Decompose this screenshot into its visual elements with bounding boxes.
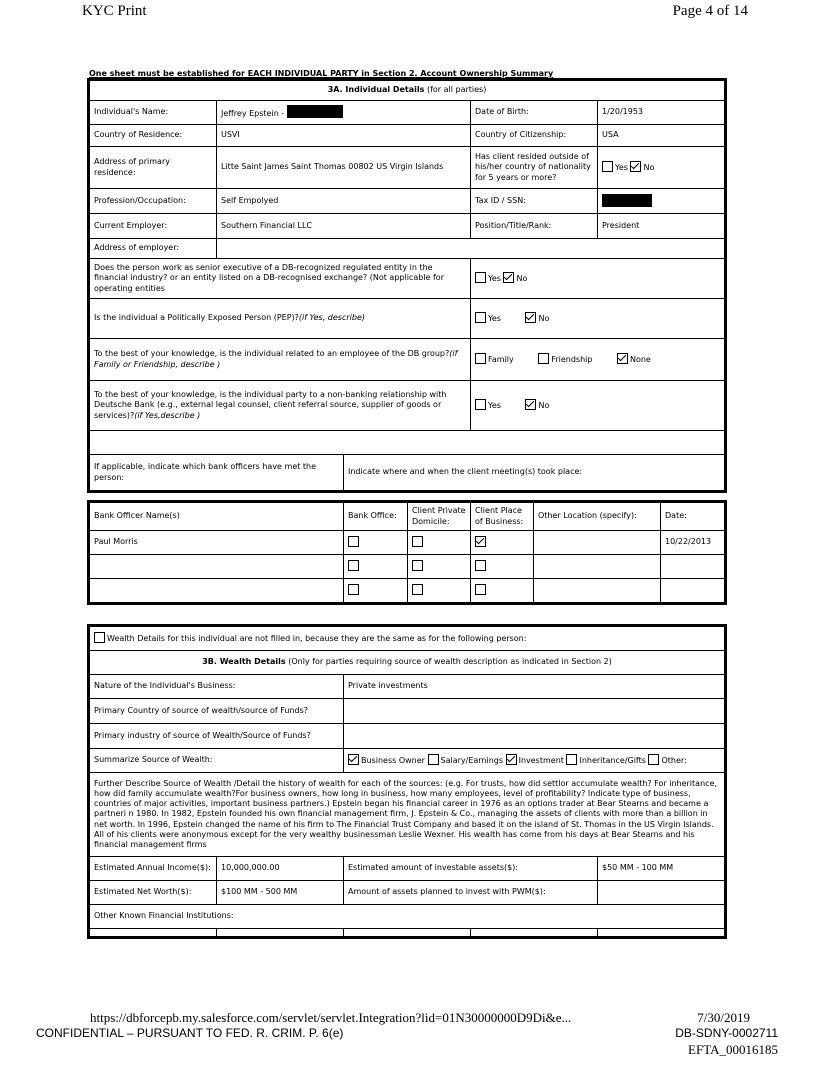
employer-address-value	[217, 239, 725, 259]
wealth-country-label: Primary Country of source of wealth/source of Funds?	[90, 699, 344, 724]
footer-url: https://dbforcepb.my.salesforce.com/servlet/servlet.Integration?lid=01N30000000D9Di&e...	[90, 1010, 572, 1025]
taxid-label: Tax ID / SSN:	[471, 189, 598, 214]
citizenship-label: Country of Citizenship:	[471, 125, 598, 147]
business-checkbox[interactable]	[475, 536, 486, 547]
salary-checkbox[interactable]	[428, 754, 439, 765]
pep-answer	[471, 299, 725, 339]
yes-label: Yes	[615, 163, 628, 173]
other-cell	[534, 579, 661, 603]
resided-question: Has client resided outside of his/her country of nationality for 5 years or more?	[471, 147, 598, 189]
pep-note: (if Yes, describe)	[298, 313, 365, 323]
related-text: To the best of your knowledge, is the individual related to an employee of the DB group?	[94, 349, 450, 359]
footer-date: 7/30/2019	[697, 1010, 750, 1025]
pep-text: Is the individual a Politically Exposed Person (PEP)?	[94, 313, 299, 323]
senior-exec-answer	[471, 259, 725, 299]
wealth-country-value	[344, 699, 725, 724]
wealth-description: Further Describe Source of Wealth /Detail the history of wealth for each of the sources: (e.g. For trusts, how did settlor accumulate wealth? For inheritance, how did family accumulate wealth?For business owners, how long in business, how many employees, level of profitability? Indicate type of business, countries of major activities, important business partners.) Epstein began his financial career in 1976 as an options trader at Bear Stearns and became a partneri n 1980. In 1982, Epstein founded his own financial management firm, J. Epstein & Co., managing the assets of clients with more than a billion in net worth. In 1996, Epstein changed the name of his firm to The Financial Trust Company and based it on the island of St. Thomas in the US Virgin Islands. All of his clients were anonymous except for the very wealthy businessman Leslie Wexner. His wealth has come from his days at Bear Stearns and his financial management firms	[90, 773, 725, 857]
business-label: Nature of the Individual's Business:	[90, 675, 344, 699]
individual-details-table	[89, 80, 725, 491]
other-cell	[534, 531, 661, 555]
section-3a-title: 3A. Individual Details	[327, 85, 425, 95]
col-officer: Bank Officer Name(s)	[90, 503, 344, 531]
address-value: Litte Saint James Saint Thomas 00802 US Virgin Islands	[217, 147, 471, 189]
office-checkbox[interactable]	[348, 584, 359, 595]
print-title: KYC Print	[82, 3, 147, 19]
nonbank-answer	[471, 381, 725, 431]
office-checkbox[interactable]	[348, 536, 359, 547]
summary-options	[344, 749, 725, 773]
family-label: Family	[488, 355, 514, 365]
section-3b-header	[90, 651, 725, 675]
resided-yes-checkbox[interactable]	[602, 161, 613, 172]
pep-no-checkbox[interactable]	[525, 312, 536, 323]
bates-number: DB-SDNY-0002711	[675, 1026, 778, 1040]
none-label: None	[629, 355, 651, 365]
business-checkbox[interactable]	[475, 584, 486, 595]
table-row	[90, 555, 725, 579]
cut-cell	[344, 929, 471, 937]
office-cell	[344, 579, 408, 603]
col-other: Other Location (specify):	[534, 503, 661, 531]
address-label: Address of primary residence:	[90, 147, 217, 189]
nonbank-note: (if Yes,describe )	[134, 410, 201, 420]
profession-value: Self Empolyed	[217, 189, 471, 214]
office-cell	[344, 531, 408, 555]
senior-yes-checkbox[interactable]	[475, 272, 486, 283]
cut-cell	[598, 929, 725, 937]
wealth-same-row	[90, 627, 725, 651]
domicile-cell	[408, 531, 471, 555]
other-checkbox[interactable]	[648, 754, 659, 765]
residence-label: Country of Residence:	[90, 125, 217, 147]
resided-answer	[598, 147, 725, 189]
wealth-industry-label: Primary industry of source of Wealth/Source of Funds?	[90, 724, 344, 749]
domicile-cell	[408, 555, 471, 579]
nonbank-no-checkbox[interactable]	[525, 399, 536, 410]
section-3b-title: 3B. Wealth Details	[202, 657, 286, 667]
page-number: Page 4 of 14	[672, 3, 748, 19]
dob-label: Date of Birth:	[471, 101, 598, 125]
meeting-table	[89, 502, 725, 603]
spacer-row	[90, 431, 725, 455]
employer-value: Southern Financial LLC	[217, 214, 471, 239]
family-checkbox[interactable]	[475, 353, 486, 364]
other-cell	[534, 555, 661, 579]
wealth-same-text: Wealth Details for this individual are not filled in, because they are the same as for the following person:	[107, 634, 527, 644]
profession-label: Profession/Occupation:	[90, 189, 217, 214]
pep-yes-checkbox[interactable]	[475, 312, 486, 323]
office-checkbox[interactable]	[348, 560, 359, 571]
section-3b-subtitle: (Only for parties requiring source of wealth description as indicated in Section 2)	[288, 657, 612, 667]
citizenship-value: USA	[598, 125, 725, 147]
business-owner-label: Business Owner	[361, 756, 425, 766]
employer-label: Current Employer:	[90, 214, 217, 239]
income-value: 10,000,000.00	[217, 857, 344, 881]
section-3a-subtitle: (for all parties)	[426, 85, 487, 95]
senior-exec-question: Does the person work as senior executive of a DB-recognized regulated entity in the financial industry? or an entity listed on a DB-recognised exchange? (Not applicable for operating entities	[90, 259, 471, 299]
col-business: Client Place of Business:	[471, 503, 534, 531]
col-office: Bank Office:	[344, 503, 408, 531]
officer-name	[90, 555, 344, 579]
business-value: Private investments	[344, 675, 725, 699]
business-cell	[471, 531, 534, 555]
yes-label: Yes	[488, 314, 501, 324]
form-notice: One sheet must be established for EACH INDIVIDUAL PARTY in Section 2. Account Ownership Summary	[89, 69, 554, 78]
resided-no-checkbox[interactable]	[630, 161, 641, 172]
taxid-value	[598, 189, 725, 214]
other-fi-label: Other Known Financial Institutions:	[90, 905, 725, 929]
no-label: No	[538, 314, 550, 324]
office-cell	[344, 555, 408, 579]
officer-name: Paul Morris	[90, 531, 344, 555]
residence-value: USVI	[217, 125, 471, 147]
related-question	[90, 339, 471, 381]
officers-question: If applicable, indicate which bank officers have met the person:	[90, 455, 344, 491]
cut-cell	[217, 929, 344, 937]
investable-value: $50 MM - 100 MM	[598, 857, 725, 881]
name-text: Jeffrey Epstein -	[221, 109, 285, 119]
business-checkbox[interactable]	[475, 560, 486, 571]
none-checkbox[interactable]	[617, 353, 628, 364]
investment-label: Investment	[518, 756, 564, 766]
summary-label: Summarize Source of Wealth:	[90, 749, 344, 773]
confidential-notice: CONFIDENTIAL – PURSUANT TO FED. R. CRIM. P. 6(e)	[36, 1026, 344, 1040]
investment-checkbox[interactable]	[506, 754, 517, 765]
wealth-same-checkbox[interactable]	[94, 632, 105, 643]
name-label: Individual's Name:	[90, 101, 217, 125]
pwm-label: Amount of assets planned to invest with PWM($):	[344, 881, 598, 905]
cut-cell	[90, 929, 217, 937]
no-label: No	[516, 274, 528, 284]
table-row	[90, 579, 725, 603]
meeting-question: Indicate where and when the client meeting(s) took place:	[344, 455, 725, 491]
print-header	[82, 0, 748, 26]
name-value	[217, 101, 471, 125]
nonbank-yes-checkbox[interactable]	[475, 399, 486, 410]
yes-label: Yes	[488, 401, 501, 411]
wealth-details-table	[89, 626, 725, 937]
other-label: Other:	[661, 756, 687, 766]
inheritance-checkbox[interactable]	[566, 754, 577, 765]
income-label: Estimated Annual Income($):	[90, 857, 217, 881]
nonbank-question	[90, 381, 471, 431]
investable-label: Estimated amount of investable assets($):	[344, 857, 598, 881]
domicile-checkbox[interactable]	[412, 536, 423, 547]
position-label: Position/Title/Rank:	[471, 214, 598, 239]
yes-label: Yes	[488, 274, 501, 284]
inheritance-label: Inheritance/Gifts	[579, 756, 646, 766]
friendship-label: Friendship	[551, 355, 593, 365]
pep-question	[90, 299, 471, 339]
friendship-checkbox[interactable]	[538, 353, 549, 364]
table-row	[90, 531, 725, 555]
related-answer	[471, 339, 725, 381]
senior-no-checkbox[interactable]	[503, 272, 514, 283]
cut-cell	[471, 929, 598, 937]
business-owner-checkbox[interactable]	[348, 754, 359, 765]
dob-value: 1/20/1953	[598, 101, 725, 125]
networth-value: $100 MM - 500 MM	[217, 881, 344, 905]
col-domicile: Client Private Domicile:	[408, 503, 471, 531]
domicile-checkbox[interactable]	[412, 560, 423, 571]
position-value: President	[598, 214, 725, 239]
section-3a-header	[90, 81, 725, 101]
officer-name	[90, 579, 344, 603]
nonbank-text: To the best of your knowledge, is the individual party to a non-banking relationship with Deutsche Bank (e.g., external legal counsel, client referral source, supplier of goods or services)?	[94, 389, 447, 420]
domicile-checkbox[interactable]	[412, 584, 423, 595]
related-note: (if Family or Friendship, describe )	[94, 349, 458, 369]
networth-label: Estimated Net Worth($):	[90, 881, 217, 905]
no-label: No	[643, 163, 655, 173]
pwm-value	[598, 881, 725, 905]
redaction-bar	[602, 194, 652, 207]
efta-number: EFTA_00016185	[688, 1042, 778, 1057]
col-date: Date:	[661, 503, 725, 531]
meeting-date: 10/22/2013	[661, 531, 725, 555]
no-label: No	[538, 401, 550, 411]
redaction-bar	[287, 105, 343, 118]
wealth-industry-value	[344, 724, 725, 749]
meeting-date	[661, 555, 725, 579]
meeting-date	[661, 579, 725, 603]
business-cell	[471, 579, 534, 603]
salary-label: Salary/Earnings	[440, 756, 504, 766]
business-cell	[471, 555, 534, 579]
domicile-cell	[408, 579, 471, 603]
employer-address-label: Address of employer:	[90, 239, 217, 259]
